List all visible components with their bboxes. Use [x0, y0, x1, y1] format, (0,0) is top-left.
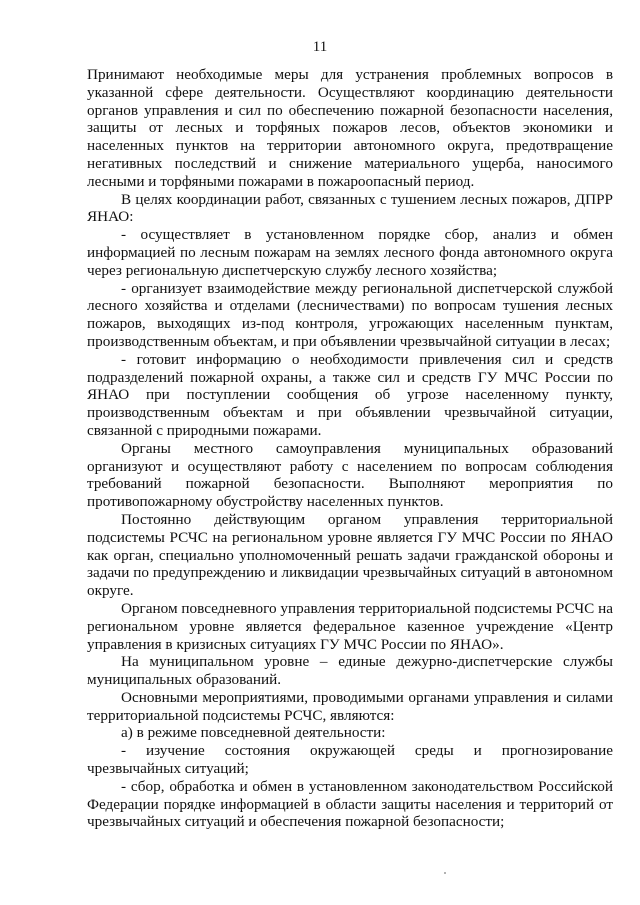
paragraph: а) в режиме повседневной деятельности: — [121, 724, 386, 742]
paragraph: В целях координации работ, связанных с тушением лесных пожаров, ДПРР ЯНАО: — [87, 190, 613, 226]
document-body — [87, 66, 613, 831]
paragraph: - сбор, обработка и обмен в установленном законодательством Российской Федерации порядке информацией в области защиты населения и территорий от чрезвычайных ситуаций и обеспечения пожарной безопасности; — [87, 777, 613, 831]
paragraph: Органом повседневного управления территориальной подсистемы РСЧС на региональном уровне является федеральное казенное учреждение «Центр управления в кризисных ситуациях ГУ МЧС России по ЯНАО». — [87, 599, 613, 653]
scan-speck — [444, 872, 446, 874]
paragraph: Постоянно действующим органом управления территориальной подсистемы РСЧС на региональном уровне является ГУ МЧС России по ЯНАО как орган, специально уполномоченный решать задачи гражданской обороны и задачи по предупреждению и ликвидации чрезвычайных ситуаций в автономном округе. — [87, 510, 613, 600]
paragraph: Основными мероприятиями, проводимыми органами управления и силами территориальной подсистемы РСЧС, являются: — [87, 688, 613, 724]
paragraph: Принимают необходимые меры для устранения проблемных вопросов в указанной сфере деятельности. Осуществляют координацию деятельности органов управления и сил по обеспечению пожарной безопасности населения, защиты от лесных и торфяных пожаров лесов, объектов экономики и населенных пунктов на территории автономного округа, предотвращение негативных последствий и снижение материального ущерба, наносимого лесными и торфяными пожарами в пожароопасный период. — [87, 66, 613, 190]
paragraph: - готовит информацию о необходимости привлечения сил и средств подразделений пожарной охраны, а также сил и средств ГУ МЧС России по ЯНАО при поступлении сообщения об угрозе населенному пункту, производственным объектам и при объявлении чрезвычайной ситуации, связанной с природными пожарами. — [87, 350, 613, 439]
paragraph: Органы местного самоуправления муниципальных образований организуют и осуществляют работу с населением по вопросам соблюдения требований пожарной безопасности. Выполняют мероприятия по противопожарному обустройству населенных пунктов. — [87, 439, 613, 511]
page-number: 11 — [312, 39, 328, 55]
paragraph: - организует взаимодействие между региональной диспетчерской службой лесного хозяйства и отделами (лесничествами) по вопросам тушения лесных пожаров, выходящих из-под контроля, угрожающих населенным пунктам, производственным объектам, и при объявлении чрезвычайной ситуации в лесах; — [87, 279, 613, 350]
paragraph: - осуществляет в установленном порядке сбор, анализ и обмен информацией по лесным пожарам на землях лесного фонда автономного округа через региональную диспетчерскую службу лесного хозяйства; — [87, 226, 613, 279]
paragraph: - изучение состояния окружающей среды и прогнозирование чрезвычайных ситуаций; — [87, 742, 613, 778]
paragraph: На муниципальном уровне – единые дежурно-диспетчерские службы муниципальных образований. — [87, 653, 613, 689]
